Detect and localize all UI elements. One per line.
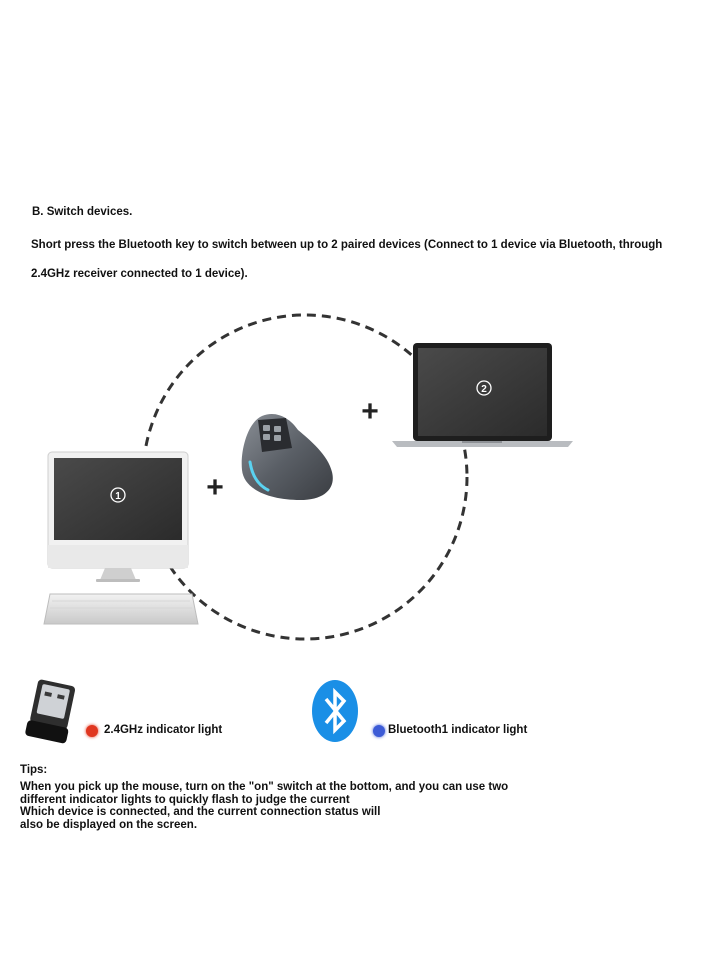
desktop-computer	[44, 452, 198, 624]
tips-line: also be displayed on the screen.	[20, 818, 198, 831]
usb-receiver-icon	[18, 676, 82, 748]
section-heading: B. Switch devices.	[32, 206, 133, 218]
switch-description: Short press the Bluetooth key to switch between up to 2 paired devices (Connect to 1 device via Bluetooth, through 2.4GHz receiver connected to 1 device).	[31, 239, 663, 280]
connection-diagram	[0, 290, 709, 650]
tips-line: different indicator lights to quickly flash to judge the current	[20, 793, 350, 806]
tips-line: Which device is connected, and the current connection status will	[20, 806, 381, 818]
device2-number: 2	[481, 384, 487, 395]
device1-number: 1	[115, 491, 121, 502]
bluetooth-indicator-label: Bluetooth1 indicator light	[388, 724, 528, 736]
vertical-mouse	[242, 414, 333, 500]
plus-sign-right: +	[361, 395, 379, 428]
bluetooth-icon	[311, 678, 359, 744]
plus-sign-left: +	[206, 471, 224, 504]
tips-body	[20, 781, 580, 831]
receiver-indicator-dot	[86, 725, 98, 737]
receiver-indicator-label: 2.4GHz indicator light	[104, 724, 223, 736]
keyboard	[44, 594, 198, 624]
tips-line: When you pick up the mouse, turn on the "on" switch at the bottom, and you can use two	[20, 781, 509, 793]
bluetooth-indicator-dot	[373, 725, 385, 737]
tips-title: Tips:	[20, 764, 48, 776]
